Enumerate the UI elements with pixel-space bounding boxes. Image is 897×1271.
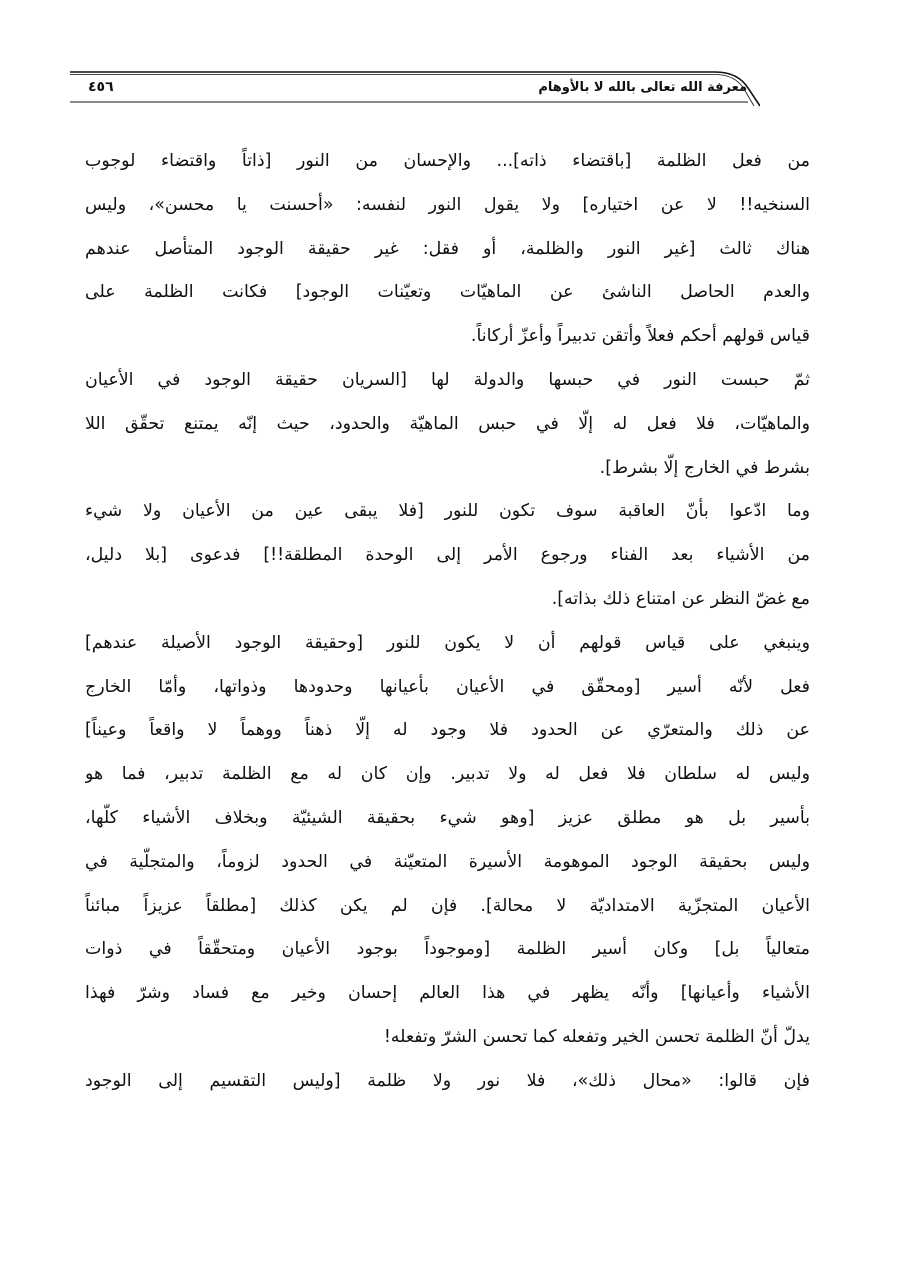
- text-line: بأسير بل هو مطلق عزيز [وهو شيء بحقيقة الشيئيّة وبخلاف الأشياء كلّها،: [85, 807, 810, 828]
- text-line: بشرط في الخارج إلّا بشرط].: [599, 457, 810, 478]
- text-line: مع غضّ النظر عن امتناع ذلك بذاته].: [551, 588, 810, 609]
- text-line: متعالياً بل] وكان أسير الظلمة [وموجوداً بوجود الأعيان ومتحقّقاً في ذوات: [85, 939, 810, 960]
- text-line: فإن قالوا: «محال ذلك»، فلا نور ولا ظلمة [وليس التقسيم إلى الوجود: [85, 1070, 810, 1091]
- body-text: [85, 140, 810, 1140]
- text-line: السنخيه!! لا عن اختياره] ولا يقول النور لنفسه: «أحسنت يا محسن»، وليس: [85, 194, 810, 215]
- text-line: وينبغي على قياس قولهم أن لا يكون للنور [وحقيقة الوجود الأصيلة عندهم]: [85, 632, 810, 653]
- text-line: قياس قولهم أحكم فعلاً وأتقن تدبيراً وأعزّ أركاناً.: [470, 326, 810, 347]
- text-line: والماهيّات، فلا فعل له إلّا في حبس الماهيّة والحدود، حيث إنّه يمتنع تحقّق اللا: [85, 413, 810, 434]
- running-title: معرفة الله تعالى بالله لا بالأوهام: [538, 80, 747, 95]
- text-line: من فعل الظلمة [باقتضاء ذاته]... والإحسان من النور [ذاتاً واقتضاء لوجوب: [85, 151, 810, 171]
- text-line: فعل لأنّه أسير [ومحقّق في الأعيان بأعيانها وحدودها وذواتها، وأمّا الخارج: [85, 676, 810, 697]
- text-line: وليس له سلطان فلا فعل له ولا تدبير. وإن كان له مع الظلمة تدبير، فما هو: [85, 764, 810, 785]
- text-line: وليس بحقيقة الوجود الموهومة الأسيرة المتعيّنة في الحدود لزوماً، والمتجلّية في: [85, 851, 810, 872]
- text-line: والعدم الحاصل الناشئ عن الماهيّات وتعيّنات الوجود] فكانت الظلمة على: [85, 282, 810, 303]
- text-line: وما ادّعوا بأنّ العاقبة سوف تكون للنور [فلا يبقى عين من الأعيان ولا شيء: [85, 501, 810, 522]
- text-line: يدلّ أنّ الظلمة تحسن الخير وتفعله كما تحسن الشرّ وتفعله!: [383, 1026, 810, 1047]
- page-number: ٤٥٦: [88, 79, 114, 95]
- text-line: عن ذلك والمتعرّي عن الحدود فلا وجود له إلّا ذهناً ووهماً لا واقعاً وعيناً]: [85, 720, 810, 741]
- text-line: ثمّ حبست النور في حبسها والدولة لها [السريان حقيقة الوجود في الأعيان: [85, 369, 810, 390]
- text-line: من الأشياء بعد الفناء ورجوع الأمر إلى الوحدة المطلقة!!] فدعوى [بلا دليل،: [85, 545, 810, 566]
- text-line: الأشياء وأعيانها] وأنّه يظهر في هذا العالم إحسان وخير مع فساد وشرّ فهذا: [85, 983, 810, 1004]
- text-line: الأعيان المتجزّية الامتداديّة لا محالة]. فإن لم يكن كذلك [مطلقاً عزيزاً مبائناً: [85, 895, 810, 916]
- text-line: هناك ثالث [غير النور والظلمة، أو فقل: غير حقيقة الوجود المتأصل عندهم: [85, 238, 810, 259]
